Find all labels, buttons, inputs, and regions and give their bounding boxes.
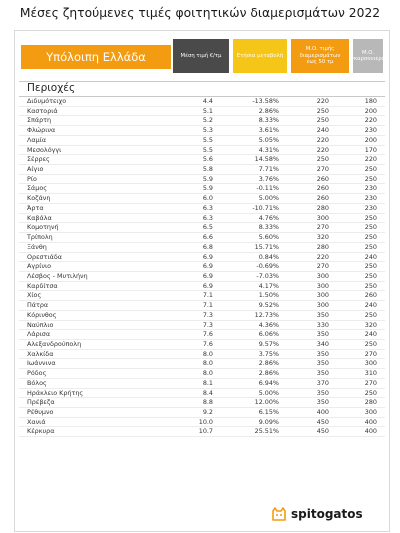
avg-studio-cell: 240 — [364, 301, 377, 310]
rent-cell: 8.0 — [202, 369, 213, 378]
city-cell: Καβάλα — [27, 213, 52, 222]
change-cell: 8.33% — [258, 116, 279, 125]
rent-cell: 5.5 — [202, 145, 213, 154]
avg-apartment-cell: 350 — [316, 330, 329, 339]
avg-studio-cell: 230 — [364, 184, 377, 193]
avg-studio-cell: 250 — [364, 174, 377, 183]
city-cell: Πάτρα — [27, 301, 49, 310]
avg-studio-cell: 300 — [364, 359, 377, 368]
change-cell: 0.84% — [258, 252, 279, 261]
change-cell: 15.71% — [254, 242, 279, 251]
table-row — [19, 146, 385, 156]
table-row — [19, 340, 385, 350]
city-cell: Ρέθυμνο — [27, 408, 54, 416]
avg-apartment-cell: 350 — [316, 369, 329, 378]
avg-apartment-cell: 350 — [316, 349, 329, 358]
avg-studio-cell: 240 — [364, 252, 377, 261]
avg-studio-cell: 250 — [364, 271, 377, 280]
table-row — [19, 126, 385, 136]
city-cell: Κέρκυρα — [27, 427, 55, 436]
table-row — [19, 379, 385, 389]
brand — [271, 505, 381, 523]
rent-cell: 5.1 — [202, 106, 213, 115]
city-cell: Βόλος — [27, 378, 47, 387]
avg-apartment-cell: 350 — [316, 398, 329, 407]
avg-studio-cell: 250 — [364, 223, 377, 232]
avg-studio-cell: 200 — [364, 135, 377, 144]
table-row — [19, 291, 385, 301]
change-cell: -0.69% — [256, 262, 279, 271]
avg-studio-cell: 220 — [364, 116, 377, 125]
column-header-avg-studio: Μ.Ο. γκαρσονιέρα — [353, 39, 383, 73]
column-header-annual-change: Ετήσια μεταβολή — [233, 39, 287, 73]
change-cell: 1.50% — [258, 291, 279, 300]
rent-cell: 8.8 — [202, 398, 213, 407]
change-cell: 9.09% — [258, 417, 279, 426]
avg-studio-cell: 170 — [364, 145, 377, 154]
change-cell: 4.36% — [258, 320, 279, 329]
change-cell: 8.33% — [258, 223, 279, 232]
change-cell: 5.00% — [258, 194, 279, 203]
table-row — [19, 282, 385, 292]
avg-apartment-cell: 320 — [316, 233, 329, 242]
change-cell: 5.60% — [258, 233, 279, 242]
change-cell: 9.57% — [258, 339, 279, 348]
change-cell: 7.71% — [258, 165, 279, 174]
change-cell: -10.71% — [252, 203, 279, 212]
rent-cell: 7.1 — [202, 291, 213, 300]
avg-studio-cell: 240 — [364, 330, 377, 339]
avg-apartment-cell: 300 — [316, 281, 329, 290]
region-banner: Υπόλοιπη Ελλάδα — [21, 45, 171, 69]
rent-cell: 6.9 — [202, 262, 213, 271]
table-row — [19, 175, 385, 185]
avg-apartment-cell: 220 — [316, 145, 329, 154]
avg-studio-cell: 400 — [364, 417, 377, 426]
avg-studio-cell: 250 — [364, 233, 377, 242]
avg-studio-cell: 230 — [364, 194, 377, 203]
avg-studio-cell: 250 — [364, 262, 377, 271]
change-cell: 12.00% — [254, 398, 279, 407]
avg-studio-cell: 230 — [364, 203, 377, 212]
rent-cell: 5.5 — [202, 135, 213, 144]
table-row — [19, 136, 385, 146]
city-cell: Μεσολόγγι — [27, 145, 62, 154]
city-cell: Ορεστιάδα — [27, 252, 62, 261]
avg-apartment-cell: 220 — [316, 135, 329, 144]
change-cell: 2.86% — [258, 369, 279, 378]
avg-studio-cell: 250 — [364, 339, 377, 348]
avg-apartment-cell: 220 — [316, 252, 329, 261]
city-cell: Αίγιο — [27, 165, 44, 174]
table-row — [19, 321, 385, 331]
avg-studio-cell: 250 — [364, 388, 377, 397]
table-row — [19, 398, 385, 408]
city-cell: Χίος — [27, 291, 42, 300]
avg-apartment-cell: 400 — [316, 408, 329, 416]
change-cell: 2.86% — [258, 106, 279, 115]
table-row — [19, 389, 385, 399]
city-cell: Αλεξανδρούπολη — [27, 339, 82, 348]
table-row — [19, 243, 385, 253]
rent-cell: 6.9 — [202, 271, 213, 280]
city-cell: Κομοτηνή — [27, 223, 59, 232]
change-cell: 3.75% — [258, 349, 279, 358]
avg-studio-cell: 180 — [364, 97, 377, 105]
avg-apartment-cell: 340 — [316, 339, 329, 348]
rent-cell: 8.0 — [202, 359, 213, 368]
city-cell: Κόρινθος — [27, 310, 57, 319]
avg-apartment-cell: 300 — [316, 271, 329, 280]
avg-studio-cell: 250 — [364, 310, 377, 319]
city-cell: Φλώρινα — [27, 126, 56, 135]
column-header-rent-per-sqm: Μέση τιμή €/τμ — [173, 39, 229, 73]
table-row — [19, 262, 385, 272]
avg-apartment-cell: 270 — [316, 165, 329, 174]
avg-apartment-cell: 220 — [316, 97, 329, 105]
table-row — [19, 214, 385, 224]
avg-studio-cell: 300 — [364, 408, 377, 416]
table-row — [19, 253, 385, 263]
city-cell: Ηράκλειο Κρήτης — [27, 388, 84, 397]
table-row — [19, 369, 385, 379]
city-cell: Ξάνθη — [27, 242, 47, 251]
change-cell: 14.58% — [254, 155, 279, 164]
avg-studio-cell: 250 — [364, 281, 377, 290]
column-header-avg-apartment: Μ.Ο. τιμής διαμερισμάτων έως 50 τμ — [291, 39, 349, 73]
city-cell: Άρτα — [27, 203, 44, 212]
avg-apartment-cell: 450 — [316, 417, 329, 426]
avg-studio-cell: 280 — [364, 398, 377, 407]
city-cell: Πρέβεζα — [27, 398, 55, 407]
table-row — [19, 330, 385, 340]
table-row — [19, 311, 385, 321]
avg-studio-cell: 250 — [364, 165, 377, 174]
rent-cell: 6.9 — [202, 281, 213, 290]
avg-apartment-cell: 260 — [316, 174, 329, 183]
table-row — [19, 97, 385, 107]
table-row — [19, 116, 385, 126]
table-row — [19, 204, 385, 214]
city-cell: Σπάρτη — [27, 116, 52, 125]
change-cell: 6.94% — [258, 378, 279, 387]
avg-apartment-cell: 250 — [316, 106, 329, 115]
rent-cell: 7.6 — [202, 330, 213, 339]
rent-cell: 8.0 — [202, 349, 213, 358]
rent-cell: 7.3 — [202, 310, 213, 319]
avg-studio-cell: 220 — [364, 155, 377, 164]
avg-apartment-cell: 370 — [316, 378, 329, 387]
city-cell: Χανιά — [27, 417, 46, 426]
avg-apartment-cell: 260 — [316, 194, 329, 203]
rent-cell: 7.1 — [202, 301, 213, 310]
change-cell: 4.17% — [258, 281, 279, 290]
avg-studio-cell: 400 — [364, 427, 377, 436]
rent-cell: 6.3 — [202, 203, 213, 212]
city-cell: Ιωάννινα — [27, 359, 56, 368]
avg-studio-cell: 230 — [364, 126, 377, 135]
avg-apartment-cell: 300 — [316, 291, 329, 300]
city-cell: Καρδίτσα — [27, 281, 58, 290]
rent-cell: 10.0 — [198, 417, 213, 426]
rent-cell: 8.4 — [202, 388, 213, 397]
rent-cell: 5.8 — [202, 165, 213, 174]
table-row — [19, 359, 385, 369]
avg-studio-cell: 270 — [364, 349, 377, 358]
avg-studio-cell: 320 — [364, 320, 377, 329]
city-cell: Τρίπολη — [27, 233, 53, 242]
rent-cell: 6.3 — [202, 213, 213, 222]
rent-cell: 8.1 — [202, 378, 213, 387]
rent-cell: 10.7 — [198, 427, 213, 436]
avg-studio-cell: 270 — [364, 378, 377, 387]
rent-cell: 5.9 — [202, 184, 213, 193]
rent-cell: 6.8 — [202, 242, 213, 251]
avg-apartment-cell: 350 — [316, 359, 329, 368]
table-row — [19, 155, 385, 165]
change-cell: 2.86% — [258, 359, 279, 368]
change-cell: 12.73% — [254, 310, 279, 319]
rent-cell: 4.4 — [202, 97, 213, 105]
rent-cell: 5.9 — [202, 174, 213, 183]
change-cell: -7.03% — [256, 271, 279, 280]
avg-studio-cell: 250 — [364, 242, 377, 251]
table-row — [19, 194, 385, 204]
avg-apartment-cell: 280 — [316, 242, 329, 251]
rent-cell: 6.9 — [202, 252, 213, 261]
rent-cell: 6.0 — [202, 194, 213, 203]
table-row — [19, 165, 385, 175]
city-cell: Ναύπλιο — [27, 320, 54, 329]
cities-header-label: Περιοχές — [27, 82, 76, 94]
avg-studio-cell: 310 — [364, 369, 377, 378]
table-row — [19, 223, 385, 233]
change-cell: 5.05% — [258, 135, 279, 144]
city-cell: Χαλκίδα — [27, 349, 54, 358]
cat-logo-icon — [271, 507, 287, 521]
avg-apartment-cell: 250 — [316, 116, 329, 125]
table-row — [19, 301, 385, 311]
city-cell: Καστοριά — [27, 106, 58, 115]
avg-studio-cell: 250 — [364, 213, 377, 222]
table-row — [19, 272, 385, 282]
change-cell: 6.06% — [258, 330, 279, 339]
avg-apartment-cell: 250 — [316, 155, 329, 164]
rent-cell: 5.2 — [202, 116, 213, 125]
table-row — [19, 418, 385, 428]
avg-apartment-cell: 270 — [316, 262, 329, 271]
avg-apartment-cell: 260 — [316, 184, 329, 193]
city-cell: Ρίο — [27, 174, 37, 183]
avg-apartment-cell: 240 — [316, 126, 329, 135]
avg-apartment-cell: 300 — [316, 213, 329, 222]
avg-studio-cell: 260 — [364, 291, 377, 300]
price-table — [14, 30, 390, 532]
change-cell: 25.51% — [254, 427, 279, 436]
table-row — [19, 350, 385, 360]
city-cell: Διδυμότειχο — [27, 97, 67, 105]
table-row — [19, 408, 385, 418]
table-row — [19, 233, 385, 243]
avg-apartment-cell: 300 — [316, 301, 329, 310]
city-cell: Σέρρες — [27, 155, 50, 164]
change-cell: 9.52% — [258, 301, 279, 310]
rent-cell: 5.6 — [202, 155, 213, 164]
city-cell: Λέσβος - Μυτιλήνη — [27, 271, 88, 280]
table-row — [19, 427, 385, 437]
rent-cell: 9.2 — [202, 408, 213, 416]
avg-studio-cell: 200 — [364, 106, 377, 115]
table-row — [19, 107, 385, 117]
rent-cell: 5.3 — [202, 126, 213, 135]
avg-apartment-cell: 270 — [316, 223, 329, 232]
page-title: Μέσες ζητούμενες τιμές φοιτητικών διαμερισμάτων 2022 — [19, 6, 381, 20]
avg-apartment-cell: 280 — [316, 203, 329, 212]
city-cell: Λαμία — [27, 135, 47, 144]
city-cell: Ρόδος — [27, 369, 47, 378]
avg-apartment-cell: 350 — [316, 388, 329, 397]
change-cell: -0.11% — [256, 184, 279, 193]
avg-apartment-cell: 330 — [316, 320, 329, 329]
cities-header — [19, 81, 385, 97]
rent-cell: 6.6 — [202, 233, 213, 242]
table-row — [19, 184, 385, 194]
change-cell: -13.58% — [252, 97, 279, 105]
avg-apartment-cell: 350 — [316, 310, 329, 319]
brand-name: spitogatos — [291, 507, 363, 521]
table-body — [19, 97, 385, 437]
rent-cell: 7.3 — [202, 320, 213, 329]
change-cell: 3.76% — [258, 174, 279, 183]
city-cell: Κοζάνη — [27, 194, 51, 203]
change-cell: 3.61% — [258, 126, 279, 135]
change-cell: 6.15% — [258, 408, 279, 416]
rent-cell: 7.6 — [202, 339, 213, 348]
city-cell: Αγρίνιο — [27, 262, 52, 271]
change-cell: 4.31% — [258, 145, 279, 154]
change-cell: 4.76% — [258, 213, 279, 222]
avg-apartment-cell: 450 — [316, 427, 329, 436]
rent-cell: 6.5 — [202, 223, 213, 232]
city-cell: Σάμος — [27, 184, 47, 193]
change-cell: 5.00% — [258, 388, 279, 397]
city-cell: Λάρισα — [27, 330, 51, 339]
